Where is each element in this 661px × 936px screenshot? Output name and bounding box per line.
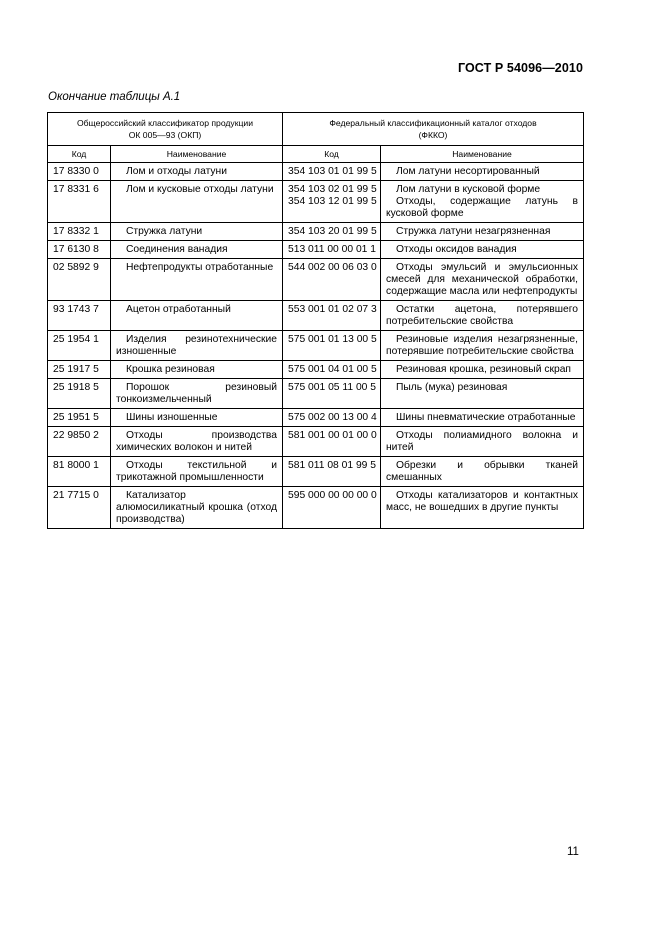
fkko-code-cell [283, 379, 381, 409]
fkko-name: Отходы оксидов ванадия [396, 244, 517, 255]
okp-name-cell [111, 259, 283, 301]
fkko-code-cell [283, 241, 381, 259]
fkko-name-cell [381, 163, 584, 181]
okp-name-cell [111, 223, 283, 241]
okp-name: Соединения ванадия [126, 244, 228, 255]
fkko-name-cell [381, 181, 584, 223]
okp-code-cell [48, 331, 111, 361]
fkko-name-cell [381, 409, 584, 427]
fkko-name-cell [381, 259, 584, 301]
column-header-row [48, 146, 584, 163]
fkko-code-cell [283, 361, 381, 379]
table-row [48, 223, 584, 241]
okp-code: 81 8000 1 [53, 460, 99, 471]
okp-group-title-line1: Общероссийский классификатор продукции [76, 118, 254, 128]
page-number: 11 [567, 846, 579, 858]
okp-name-cell [111, 409, 283, 427]
fkko-code: 354 103 20 01 99 5 [288, 226, 377, 237]
fkko-code-cell [283, 409, 381, 427]
fkko-code: 354 103 02 01 99 5 [288, 184, 377, 195]
fkko-code: 354 103 12 01 99 5 [288, 196, 377, 207]
fkko-code-cell [283, 487, 381, 529]
fkko-name: Отходы, содержащие латунь в кусковой форме [386, 196, 578, 219]
fkko-code: 575 001 01 13 00 5 [288, 334, 377, 345]
fkko-code: 581 001 00 01 00 0 [288, 430, 377, 441]
okp-code: 25 1918 5 [53, 382, 99, 393]
fkko-code: 553 001 01 02 07 3 [288, 304, 377, 315]
fkko-name: Отходы катализаторов и контактных масс, не вошедших в другие пункты [386, 490, 578, 513]
fkko-name-cell [381, 331, 584, 361]
okp-name: Крошка резиновая [126, 364, 215, 375]
okp-code: 17 8332 1 [53, 226, 99, 237]
okp-code-cell [48, 361, 111, 379]
okp-code: 25 1954 1 [53, 334, 99, 345]
fkko-name: Остатки ацетона, потерявшего потребительские свойства [386, 304, 578, 327]
fkko-name-cell [381, 361, 584, 379]
fkko-code: 581 011 08 01 99 5 [288, 460, 376, 471]
fkko-code-cell [283, 181, 381, 223]
okp-name: Лом и отходы латуни [126, 166, 227, 177]
okp-name-cell [111, 379, 283, 409]
okp-name: Катализатор алюмосиликатный крошка (отход производства) [116, 490, 277, 525]
standard-id: ГОСТ Р 54096—2010 [457, 61, 583, 75]
fkko-name: Пыль (мука) резиновая [396, 382, 508, 393]
classification-table [47, 112, 584, 529]
okp-name-cell [111, 457, 283, 487]
okp-name-cell [111, 181, 283, 223]
fkko-code: 513 011 00 00 01 1 [288, 244, 376, 255]
okp-name: Отходы текстильной и трикотажной промышленности [116, 460, 277, 483]
fkko-name: Отходы полиамидного волокна и нитей [386, 430, 578, 453]
fkko-name-cell [381, 457, 584, 487]
fkko-name-cell [381, 241, 584, 259]
fkko-code-cell [283, 457, 381, 487]
column-header-okp-code: Код [48, 146, 111, 163]
column-header-fkko-name: Наименование [381, 146, 584, 163]
table-row [48, 301, 584, 331]
column-header-okp-name: Наименование [111, 146, 283, 163]
okp-name: Стружка латуни [126, 226, 203, 237]
fkko-name: Обрезки и обрывки тканей смешанных [386, 460, 578, 483]
table-row [48, 457, 584, 487]
table-row [48, 427, 584, 457]
okp-code-cell [48, 457, 111, 487]
okp-code-cell [48, 487, 111, 529]
fkko-group-header [283, 113, 584, 146]
table-caption: Окончание таблицы А.1 [48, 91, 181, 103]
table-row [48, 259, 584, 301]
okp-name: Порошок резиновый тонкоизмельченный [116, 382, 277, 405]
fkko-name: Стружка латуни незагрязненная [396, 226, 551, 237]
okp-code-cell [48, 301, 111, 331]
okp-code-cell [48, 241, 111, 259]
fkko-name: Отходы эмульсий и эмульсионных смесей для механической обработки, содержащие масла или нефтепродукты [386, 262, 578, 297]
fkko-name-cell [381, 379, 584, 409]
fkko-name: Резиновые изделия незагрязненные, потерявшие потребительские свойства [386, 334, 578, 357]
okp-name: Лом и кусковые отходы латуни [126, 184, 274, 195]
column-header-fkko-code: Код [283, 146, 381, 163]
table-row [48, 163, 584, 181]
table-row [48, 379, 584, 409]
okp-code-cell [48, 259, 111, 301]
table-row [48, 181, 584, 223]
okp-name: Шины изношенные [126, 412, 218, 423]
okp-code-cell [48, 427, 111, 457]
okp-name-cell [111, 361, 283, 379]
okp-code: 21 7715 0 [53, 490, 99, 501]
table-body [48, 163, 584, 529]
okp-name: Отходы производства химических волокон и нитей [116, 430, 277, 453]
okp-name-cell [111, 163, 283, 181]
okp-name-cell [111, 427, 283, 457]
okp-name-cell [111, 331, 283, 361]
table-row [48, 409, 584, 427]
okp-code: 17 8331 6 [53, 184, 99, 195]
fkko-name: Лом латуни несортированный [396, 166, 540, 177]
okp-code-cell [48, 181, 111, 223]
okp-code: 25 1917 5 [53, 364, 99, 375]
fkko-code: 544 002 00 06 03 0 [288, 262, 377, 273]
fkko-name: Шины пневматические отработанные [396, 412, 576, 423]
fkko-code: 575 001 05 11 00 5 [288, 382, 376, 393]
okp-name-cell [111, 241, 283, 259]
okp-group-title-line2: ОК 005—93 (ОКП) [128, 130, 202, 140]
fkko-name-cell [381, 427, 584, 457]
fkko-name-cell [381, 487, 584, 529]
fkko-code: 595 000 00 00 00 0 [288, 490, 377, 501]
fkko-code: 354 103 01 01 99 5 [288, 166, 377, 177]
okp-code: 17 8330 0 [53, 166, 99, 177]
table-row [48, 487, 584, 529]
okp-code: 17 6130 8 [53, 244, 99, 255]
fkko-code-cell [283, 163, 381, 181]
table-row [48, 361, 584, 379]
group-header-row [48, 113, 584, 146]
fkko-code: 575 001 04 01 00 5 [288, 364, 377, 375]
okp-name: Нефтепродукты отработанные [126, 262, 274, 273]
okp-code-cell [48, 409, 111, 427]
okp-name-cell [111, 487, 283, 529]
fkko-code: 575 002 00 13 00 4 [288, 412, 377, 423]
okp-code-cell [48, 223, 111, 241]
fkko-name-cell [381, 223, 584, 241]
fkko-name: Резиновая крошка, резиновый скрап [396, 364, 571, 375]
okp-code: 93 1743 7 [53, 304, 99, 315]
okp-code: 22 9850 2 [53, 430, 99, 441]
okp-name-cell [111, 301, 283, 331]
fkko-code-cell [283, 259, 381, 301]
fkko-name: Лом латуни в кусковой форме [396, 184, 541, 195]
fkko-code-cell [283, 301, 381, 331]
fkko-group-title-line2: (ФККО) [418, 130, 448, 140]
okp-code-cell [48, 379, 111, 409]
fkko-group-title-line1: Федеральный классификационный каталог отходов [329, 118, 537, 128]
fkko-name-cell [381, 301, 584, 331]
okp-name: Ацетон отработанный [126, 304, 231, 315]
okp-code-cell [48, 163, 111, 181]
fkko-code-cell [283, 331, 381, 361]
table-row [48, 331, 584, 361]
fkko-code-cell [283, 223, 381, 241]
okp-code: 02 5892 9 [53, 262, 99, 273]
okp-code: 25 1951 5 [53, 412, 99, 423]
fkko-code-cell [283, 427, 381, 457]
table-row [48, 241, 584, 259]
okp-name: Изделия резинотехнические изношенные [116, 334, 277, 357]
okp-group-header [48, 113, 283, 146]
